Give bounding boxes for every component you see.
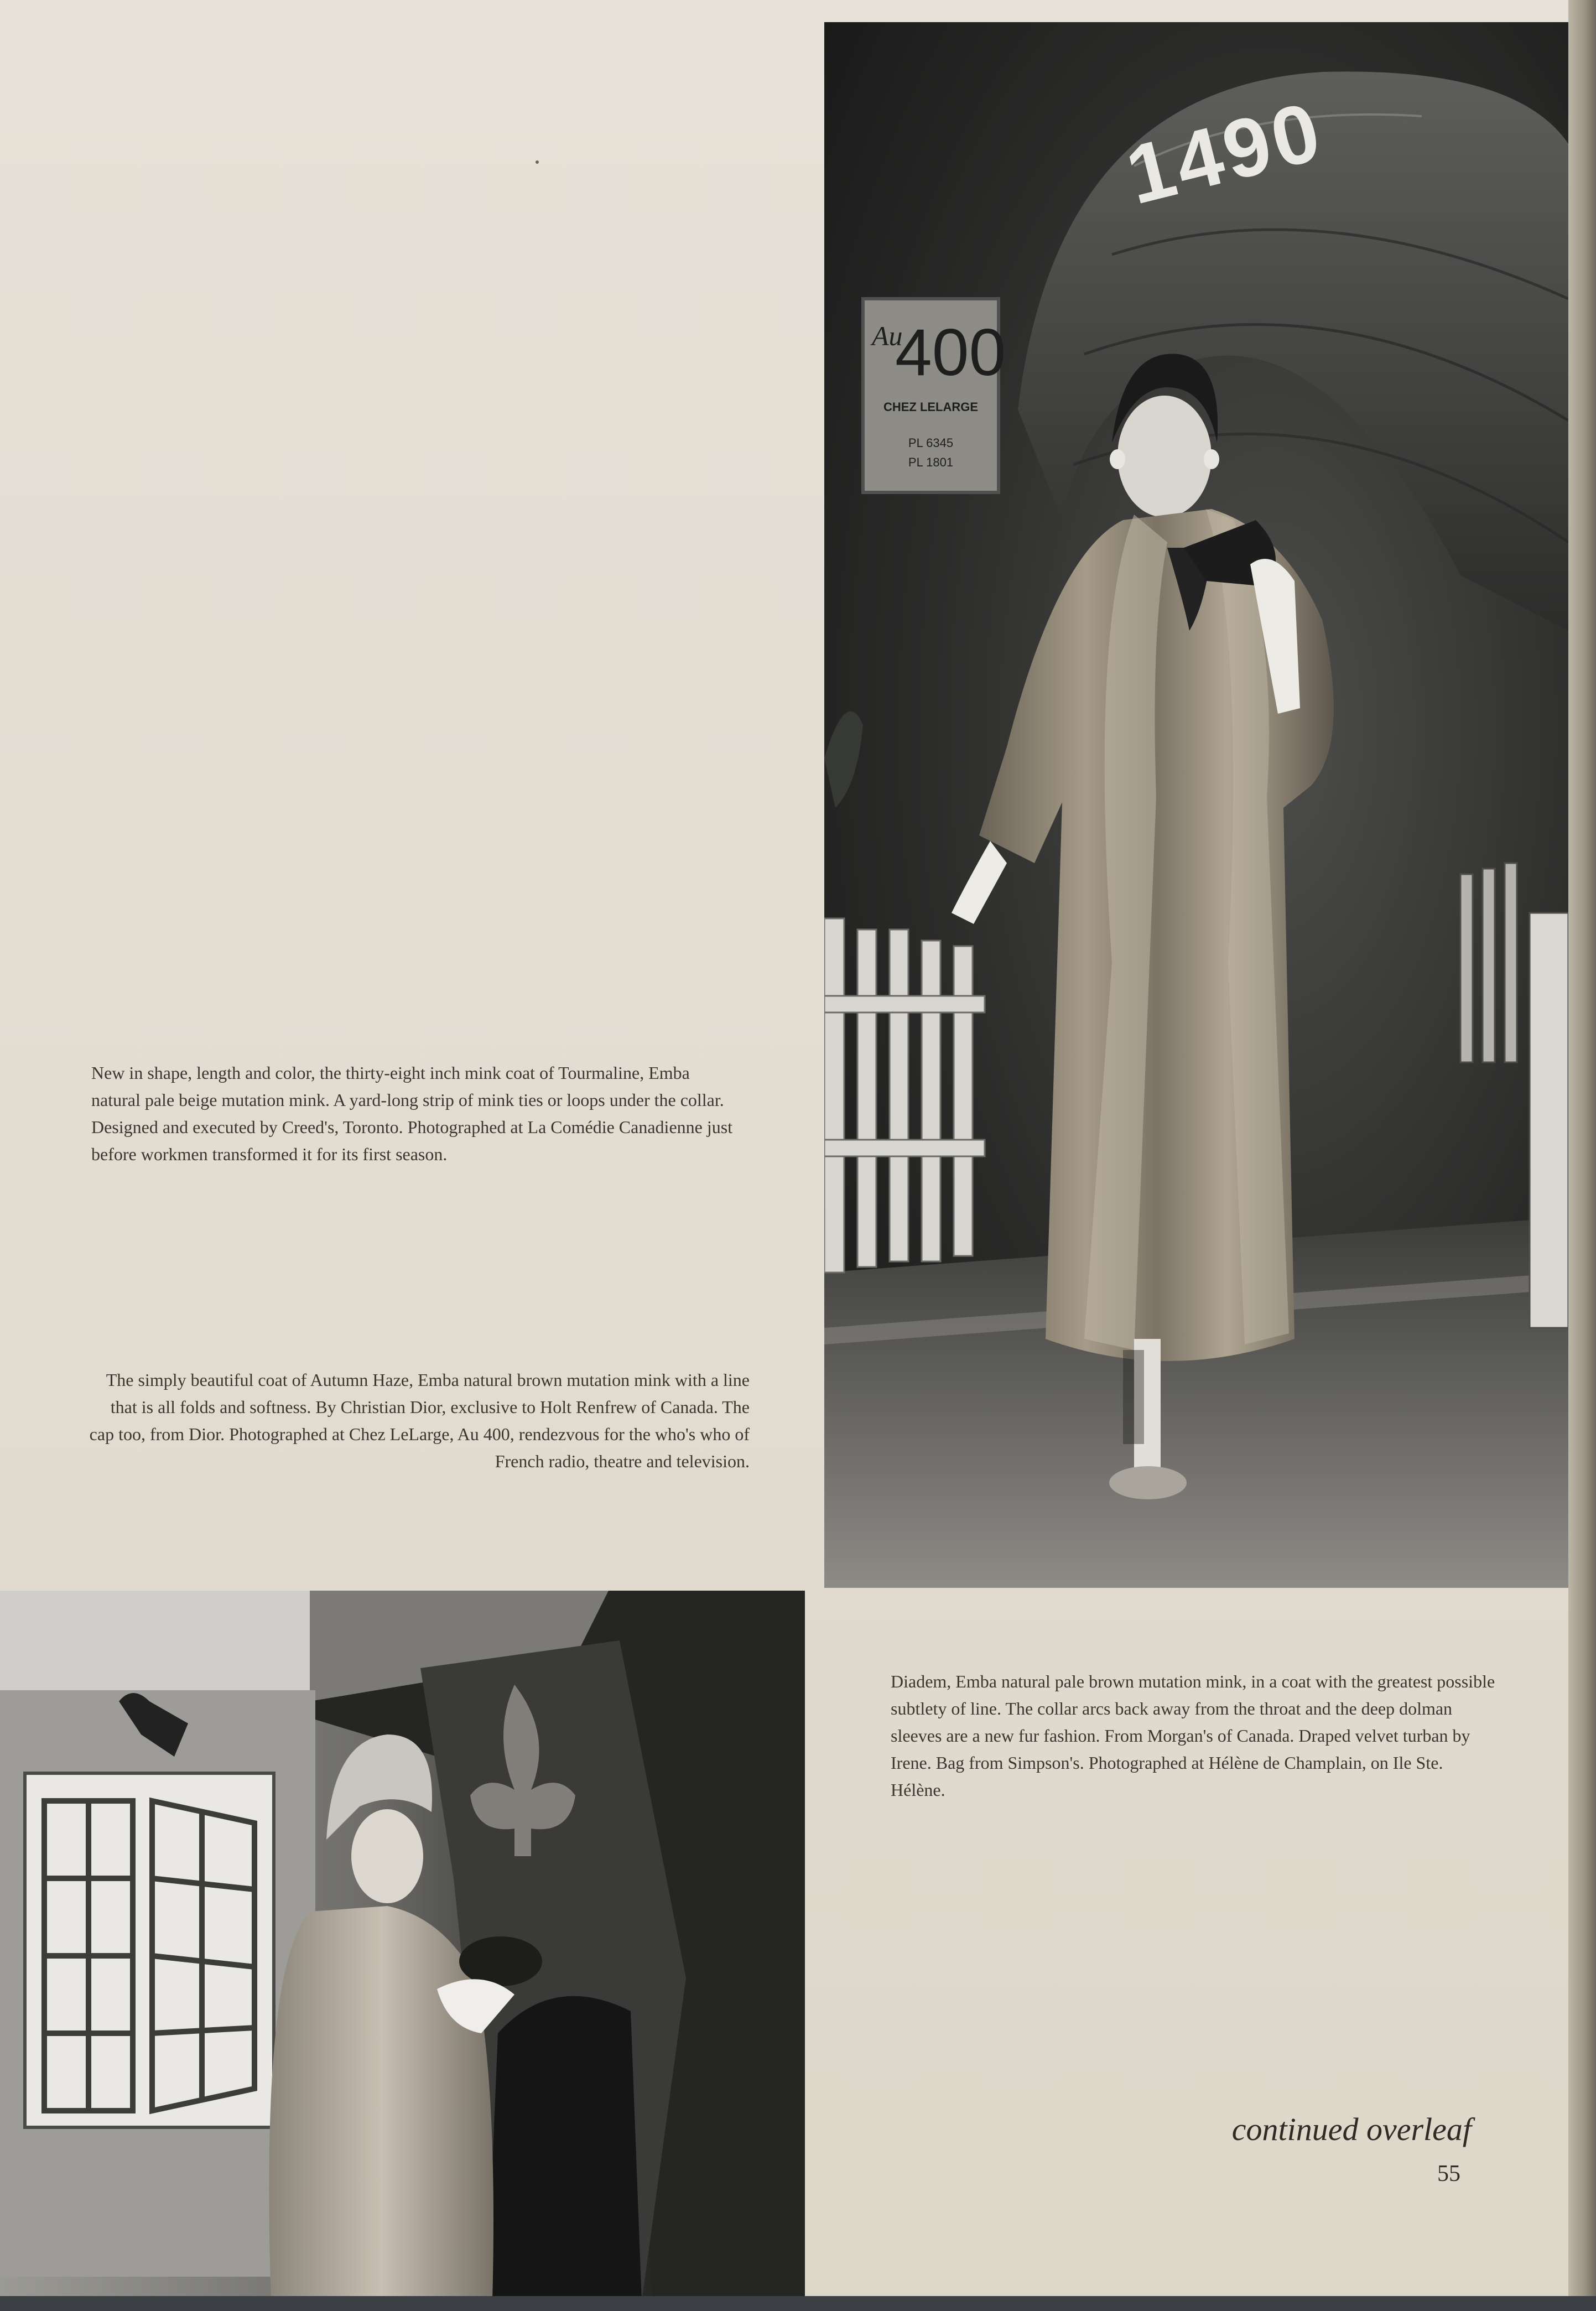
scanner-background — [0, 2296, 1596, 2311]
page-number: 55 — [1437, 2161, 1460, 2187]
photo-bottom-illustration — [0, 1591, 805, 2302]
caption-diadem-coat: Diadem, Emba natural pale brown mutation mink, in a coat with the greatest possible subtlety of line. The collar arcs back away from the throat and the deep dolman sleeves are a new fur fashion. From Morgan's of Canada. Draped velvet turban by Irene. Bag from Simpson's. Photographed at Hélène de Champlain, on Ile Ste. Hélène. — [891, 1671, 1495, 1800]
page-edge — [1568, 0, 1596, 2311]
sign-au: Au — [872, 320, 903, 351]
photo-main-illustration — [824, 22, 1568, 1588]
sign-400: 400 — [895, 315, 1006, 390]
speck — [536, 160, 539, 164]
continued-overleaf: continued overleaf — [1231, 2111, 1472, 2147]
sign-phone-1: PL 6345 — [908, 436, 954, 450]
caption-tourmaline-coat: New in shape, length and color, the thirty-eight inch mink coat of Tourmaline, Emba natural pale beige mutation mink. A yard-long strip of mink ties or loops under the collar. Designed and executed by Creed's, Toronto. Photographed at La Comédie Canadienne just before workmen transformed it for its first season. — [91, 1063, 733, 1164]
sign-chez-lelarge: CHEZ LELARGE — [883, 400, 979, 414]
photo-woman-in-turban — [0, 1591, 805, 2302]
club-sign — [867, 303, 1006, 488]
awning-number: 1490 — [1117, 84, 1332, 222]
caption-autumn-haze-coat: The simply beautiful coat of Autumn Haze, Emba natural brown mutation mink with a line that is all folds and softness. By Christian Dior, exclusive to Holt Renfrew of Canada. The cap too, from Dior. Photographed at Chez LeLarge, Au 400, rendezvous for the who's who of French radio, theatre and television. — [89, 1370, 750, 1471]
sign-phone-2: PL 1801 — [908, 455, 954, 469]
photo-woman-in-mink-coat — [824, 22, 1568, 1588]
